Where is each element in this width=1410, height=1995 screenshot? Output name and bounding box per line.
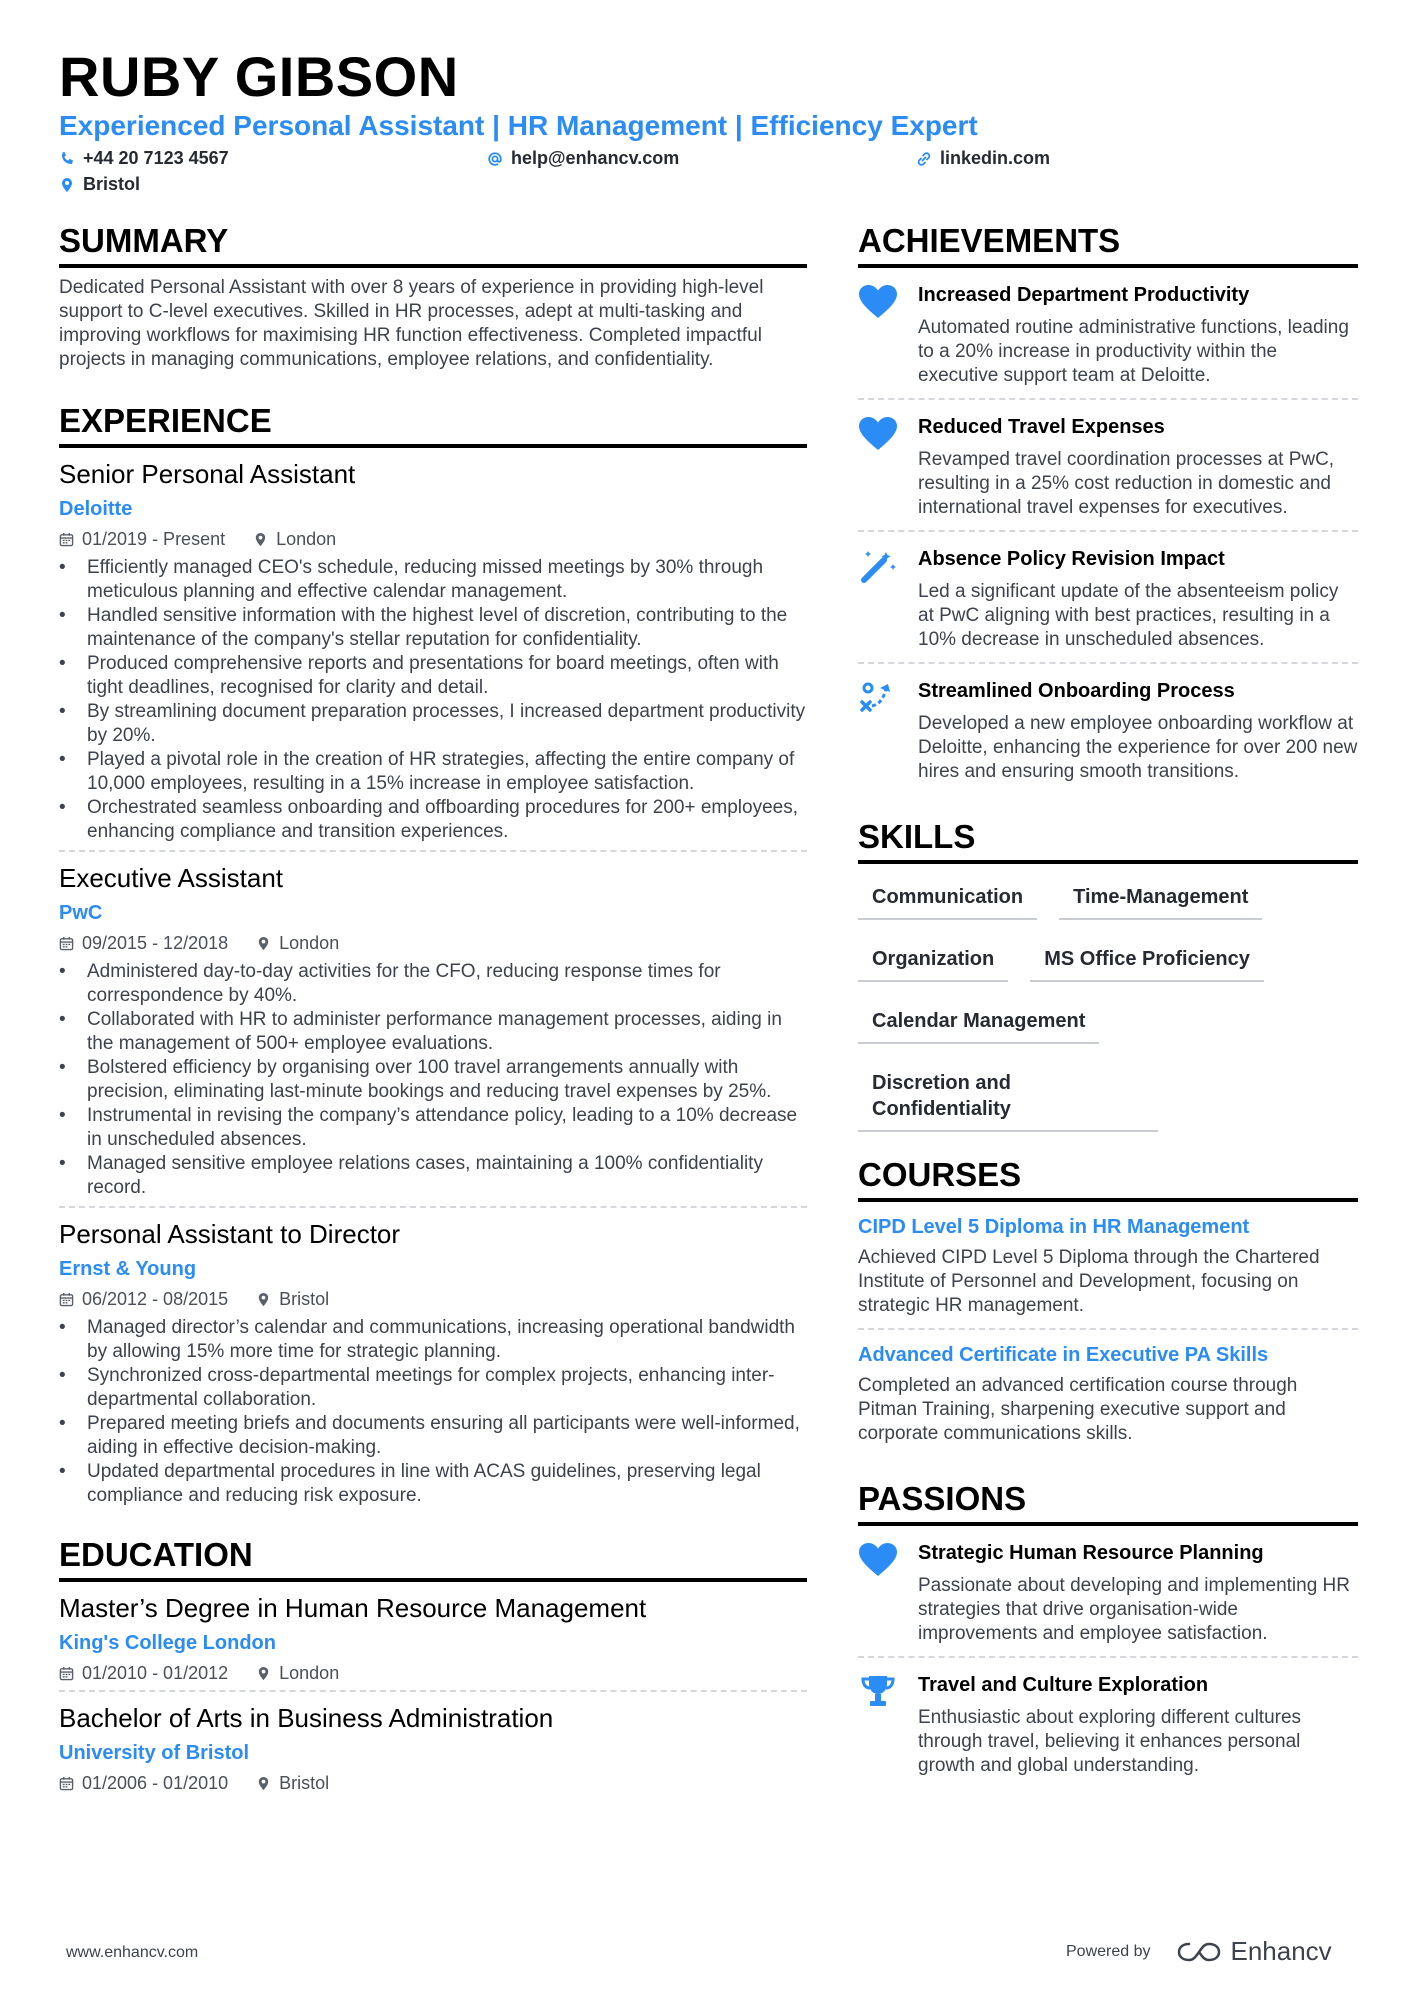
passion-item (858, 1658, 1358, 1788)
achievement-title: Reduced Travel Expenses (918, 416, 1165, 438)
achievement-desc: Developed a new employee onboarding workflow at Deloitte, enhancing the experience for over 200 new hires and ensuring smooth transitions. (918, 713, 1358, 782)
achievement-desc: Revamped travel coordination processes at PwC, resulting in a 25% cost reduction in domestic and international travel expenses for executives. (918, 449, 1335, 518)
passion-title: Strategic Human Resource Planning (918, 1542, 1264, 1564)
skill-tag: MS Office Proficiency (1030, 942, 1264, 982)
bullet-item: • Efficiently managed CEO's schedule, reducing missed meetings by 30% through meticulous planning and effective calendar management. (59, 556, 807, 604)
skill-tag: Organization (858, 942, 1008, 982)
job-dates: 01/2019 - Present (82, 529, 226, 549)
education-dates: 01/2006 - 01/2010 (82, 1773, 229, 1793)
brand-logo (1177, 1936, 1332, 1967)
education-dates: 01/2010 - 01/2012 (82, 1663, 229, 1683)
skill-tag: Time-Management (1059, 880, 1262, 920)
bullet-item: • By streamlining document preparation processes, I increased department productivity by 20%. (59, 700, 807, 748)
achievement-desc: Automated routine administrative functions, leading to a 20% increase in productivity within the executive support team at Deloitte. (918, 317, 1349, 386)
achievement-title: Increased Department Productivity (918, 284, 1250, 306)
job-title: Personal Assistant to Director (59, 1219, 401, 1249)
education-location: Bristol (279, 1773, 330, 1793)
achievements-heading: ACHIEVEMENTS (858, 222, 1358, 268)
achievement-title: Streamlined Onboarding Process (918, 680, 1235, 702)
course-title: CIPD Level 5 Diploma in HR Management (858, 1216, 1250, 1238)
degree-title: Bachelor of Arts in Business Administration (59, 1703, 554, 1733)
job-dates: 09/2015 - 12/2018 (82, 933, 229, 953)
bullet-item: • Handled sensitive information with the highest level of discretion, contributing to the maintenance of the company's stellar reputation for confidentiality. (59, 604, 807, 652)
map-pin-icon (256, 1776, 271, 1791)
job-title: Senior Personal Assistant (59, 459, 356, 489)
map-pin-icon (256, 1292, 271, 1307)
education-meta (59, 1772, 807, 1794)
passion-desc: Passionate about developing and implementing HR strategies that drive organisation-wide improvements and employee satisfaction. (918, 1575, 1350, 1644)
job-entry (59, 852, 807, 1208)
heart-icon (858, 1542, 898, 1578)
bullet-item: • Produced comprehensive reports and presentations for board meetings, often with tight deadlines, recognised for clarity and detail. (59, 652, 807, 700)
heart-icon (858, 416, 898, 452)
job-title: Executive Assistant (59, 863, 283, 893)
achievement-item (858, 400, 1358, 532)
job-location: London (276, 529, 337, 549)
map-pin-icon (59, 177, 75, 193)
summary-text: Dedicated Personal Assistant with over 8 years of experience in providing high-level support to C-level executives. Skilled in HR processes, adept at multi-tasking and improving workflows for maximising HR function effectiveness. Completed impactful projects in managing communications, employee relations, and confidentiality. (59, 277, 764, 370)
trophy-icon (858, 1674, 898, 1710)
degree-title: Master’s Degree in Human Resource Management (59, 1593, 647, 1623)
job-dates: 06/2012 - 08/2015 (82, 1289, 229, 1309)
passion-item (858, 1526, 1358, 1658)
education-meta (59, 1662, 807, 1684)
education-entry (59, 1582, 807, 1692)
skill-tag: Discretion and Confidentiality (858, 1066, 1158, 1132)
achievement-desc: Led a significant update of the absenteeism policy at PwC aligning with best practices, resulting in a 10% decrease in unscheduled absences. (918, 581, 1339, 650)
magic-wand-icon (858, 548, 898, 584)
enhancv-logo-icon (1177, 1940, 1221, 1964)
at-icon (487, 151, 503, 167)
skills-list (858, 864, 1358, 1132)
job-bullets (59, 1316, 807, 1508)
skill-tag: Communication (858, 880, 1037, 920)
calendar-icon (59, 1666, 74, 1681)
skills-heading: SKILLS (858, 818, 1358, 864)
company-name: Deloitte (59, 498, 133, 520)
bullet-item: • Played a pivotal role in the creation of HR strategies, affecting the entire company of 10,000 employees, resulting in a 15% increase in employee satisfaction. (59, 748, 807, 796)
left-column (59, 222, 807, 1800)
heart-icon (858, 284, 898, 320)
job-bullets (59, 556, 807, 844)
contact-email[interactable] (487, 148, 679, 169)
bullet-item: • Orchestrated seamless onboarding and offboarding procedures for 200+ employees, enhancing compliance and transition experiences. (59, 796, 807, 844)
contact-location (59, 174, 140, 195)
passion-desc: Enthusiastic about exploring different cultures through travel, believing it enhances personal growth and global understanding. (918, 1707, 1302, 1776)
linkedin-text: linkedin.com (940, 148, 1051, 168)
course-desc: Achieved CIPD Level 5 Diploma through the Chartered Institute of Personnel and Development, focusing on strategic HR management. (858, 1247, 1320, 1316)
skill-tag: Calendar Management (858, 1004, 1099, 1044)
calendar-icon (59, 1776, 74, 1791)
calendar-icon (59, 936, 74, 951)
map-pin-icon (256, 1666, 271, 1681)
phone-text: +44 20 7123 4567 (83, 148, 229, 168)
email-text: help@enhancv.com (511, 148, 680, 168)
strategy-icon (858, 680, 898, 716)
achievement-item (858, 664, 1358, 794)
bullet-item: • Managed sensitive employee relations cases, maintaining a 100% confidentiality record. (59, 1152, 807, 1200)
bullet-item: • Updated departmental procedures in line with ACAS guidelines, preserving legal compliance and reducing risk exposure. (59, 1460, 807, 1508)
education-heading: EDUCATION (59, 1536, 807, 1582)
school-name: King's College London (59, 1632, 276, 1654)
link-icon (916, 151, 932, 167)
bullet-item: • Collaborated with HR to administer performance management processes, aiding in the management of 500+ employee evaluations. (59, 1008, 807, 1056)
experience-heading: EXPERIENCE (59, 402, 807, 448)
job-location: Bristol (279, 1289, 330, 1309)
location-text: Bristol (83, 174, 141, 194)
achievement-title: Absence Policy Revision Impact (918, 548, 1225, 570)
education-entry (59, 1692, 807, 1800)
job-bullets (59, 960, 807, 1200)
course-title: Advanced Certificate in Executive PA Skills (858, 1344, 1269, 1366)
calendar-icon (59, 1292, 74, 1307)
bullet-item: • Synchronized cross-departmental meetings for complex projects, enhancing inter-departmental collaboration. (59, 1364, 807, 1412)
company-name: Ernst & Young (59, 1258, 197, 1280)
footer-website[interactable]: www.enhancv.com (66, 1944, 199, 1961)
achievement-item (858, 532, 1358, 664)
powered-by-label: Powered by (1066, 1942, 1151, 1960)
job-entry (59, 448, 807, 852)
education-location: London (279, 1663, 340, 1683)
school-name: University of Bristol (59, 1742, 250, 1764)
contact-phone[interactable] (59, 148, 229, 169)
job-location: London (279, 933, 340, 953)
passions-heading: PASSIONS (858, 1480, 1358, 1526)
passion-title: Travel and Culture Exploration (918, 1674, 1209, 1696)
bullet-item: • Administered day-to-day activities for the CFO, reducing response times for correspondence by 40%. (59, 960, 807, 1008)
course-item (858, 1330, 1358, 1456)
map-pin-icon (253, 532, 268, 547)
job-entry (59, 1208, 807, 1514)
brand-name: Enhancv (1230, 1936, 1332, 1966)
summary-heading: SUMMARY (59, 222, 807, 268)
achievement-item (858, 268, 1358, 400)
bullet-item: • Managed director’s calendar and communications, increasing operational bandwidth by allowing 15% more time for strategic planning. (59, 1316, 807, 1364)
company-name: PwC (59, 902, 103, 924)
phone-icon (59, 151, 75, 167)
bullet-item: • Bolstered efficiency by organising over 100 travel arrangements annually with precision, eliminating last-minute bookings and reducing travel expenses by 25%. (59, 1056, 807, 1104)
contact-linkedin[interactable] (916, 148, 1050, 169)
candidate-name: RUBY GIBSON (59, 45, 459, 108)
course-desc: Completed an advanced certification course through Pitman Training, sharpening executive support and corporate communications skills. (858, 1375, 1298, 1444)
map-pin-icon (256, 936, 271, 951)
tagline: Experienced Personal Assistant | HR Management | Efficiency Expert (59, 110, 978, 141)
job-meta (59, 528, 807, 550)
bullet-item: • Instrumental in revising the company’s attendance policy, leading to a 10% decrease in unscheduled absences. (59, 1104, 807, 1152)
job-meta (59, 1288, 807, 1310)
bullet-item: • Prepared meeting briefs and documents ensuring all participants were well-informed, aiding in effective decision-making. (59, 1412, 807, 1460)
right-column (858, 222, 1358, 1788)
job-meta (59, 932, 807, 954)
courses-heading: COURSES (858, 1156, 1358, 1202)
course-item (858, 1202, 1358, 1330)
footer-branding[interactable] (1066, 1936, 1332, 1967)
calendar-icon (59, 532, 74, 547)
